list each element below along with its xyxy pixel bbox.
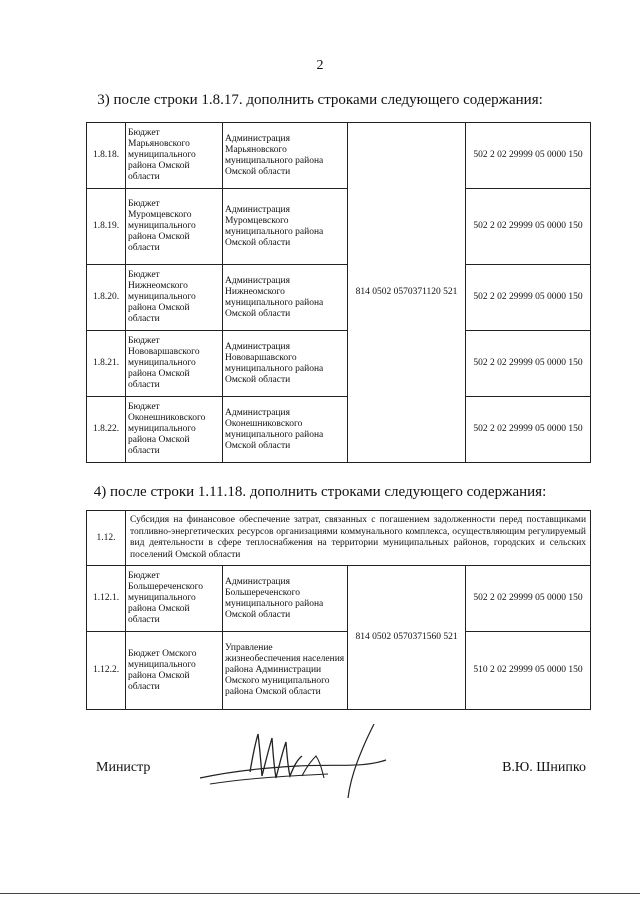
row-number: 1.12.	[87, 511, 126, 566]
administrator-cell: Администрация Муромцевского муниципального района Омской области	[223, 189, 348, 265]
revenue-code-cell: 502 2 02 29999 05 0000 150	[466, 123, 591, 189]
row-number: 1.8.22.	[87, 397, 126, 463]
administrator-cell: Администрация Марьяновского муниципального района Омской области	[223, 123, 348, 189]
revenue-code-cell: 502 2 02 29999 05 0000 150	[466, 265, 591, 331]
table-section-3	[86, 122, 591, 463]
row-number: 1.8.21.	[87, 331, 126, 397]
budget-cell: Бюджет Омского муниципального района Омской области	[126, 632, 223, 710]
table-row	[87, 189, 591, 265]
section-4-heading: 4) после строки 1.11.18. дополнить строками следующего содержания:	[93, 484, 547, 500]
footer-divider	[0, 893, 640, 894]
table-row	[87, 123, 591, 189]
table-row	[87, 566, 591, 632]
row-number: 1.8.18.	[87, 123, 126, 189]
row-number: 1.8.20.	[87, 265, 126, 331]
revenue-code-cell: 502 2 02 29999 05 0000 150	[466, 566, 591, 632]
expense-code-cell: 814 0502 0570371560 521	[348, 566, 466, 710]
administrator-cell: Администрация Оконешниковского муниципального района Омской области	[223, 397, 348, 463]
subsidy-description-cell: Субсидия на финансовое обеспечение затрат, связанных с погашением задолженности перед поставщиками топливно-энергетических ресурсов организациями коммунального комплекса, осуществляющим регулируемый вид деятельности в сфере теплоснабжения на территории муниципальных районов, городских и сельских поселений Омской области	[126, 511, 591, 566]
administrator-cell: Администрация Большереченского муниципального района Омской области	[223, 566, 348, 632]
administrator-cell: Администрация Нововаршавского муниципального района Омской области	[223, 331, 348, 397]
budget-cell: Бюджет Нововаршавского муниципального района Омской области	[126, 331, 223, 397]
section-3-heading: 3) после строки 1.8.17. дополнить строками следующего содержания:	[97, 92, 543, 108]
table-row	[87, 265, 591, 331]
budget-cell: Бюджет Нижнеомского муниципального района Омской области	[126, 265, 223, 331]
signatory-title: Министр	[96, 760, 151, 775]
revenue-code-cell: 502 2 02 29999 05 0000 150	[466, 331, 591, 397]
expense-code-cell: 814 0502 0570371120 521	[348, 123, 466, 463]
table-row	[87, 331, 591, 397]
handwritten-signature	[198, 720, 398, 805]
budget-cell: Бюджет Оконешниковского муниципального района Омской области	[126, 397, 223, 463]
table-row	[87, 397, 591, 463]
table-row	[87, 632, 591, 710]
table-section-4	[86, 510, 591, 710]
table-row	[87, 511, 591, 566]
administrator-cell: Администрация Нижнеомского муниципального района Омской области	[223, 265, 348, 331]
administrator-cell: Управление жизнеобеспечения населения района Администрации Омского муниципального района Омской области	[223, 632, 348, 710]
revenue-code-cell: 510 2 02 29999 05 0000 150	[466, 632, 591, 710]
revenue-code-cell: 502 2 02 29999 05 0000 150	[466, 189, 591, 265]
signatory-name: В.Ю. Шнипко	[502, 760, 586, 775]
budget-cell: Бюджет Большереченского муниципального района Омской области	[126, 566, 223, 632]
revenue-code-cell: 502 2 02 29999 05 0000 150	[466, 397, 591, 463]
budget-cell: Бюджет Муромцевского муниципального района Омской области	[126, 189, 223, 265]
row-number: 1.12.2.	[87, 632, 126, 710]
budget-cell: Бюджет Марьяновского муниципального района Омской области	[126, 123, 223, 189]
row-number: 1.8.19.	[87, 189, 126, 265]
page-number: 2	[316, 58, 324, 73]
row-number: 1.12.1.	[87, 566, 126, 632]
